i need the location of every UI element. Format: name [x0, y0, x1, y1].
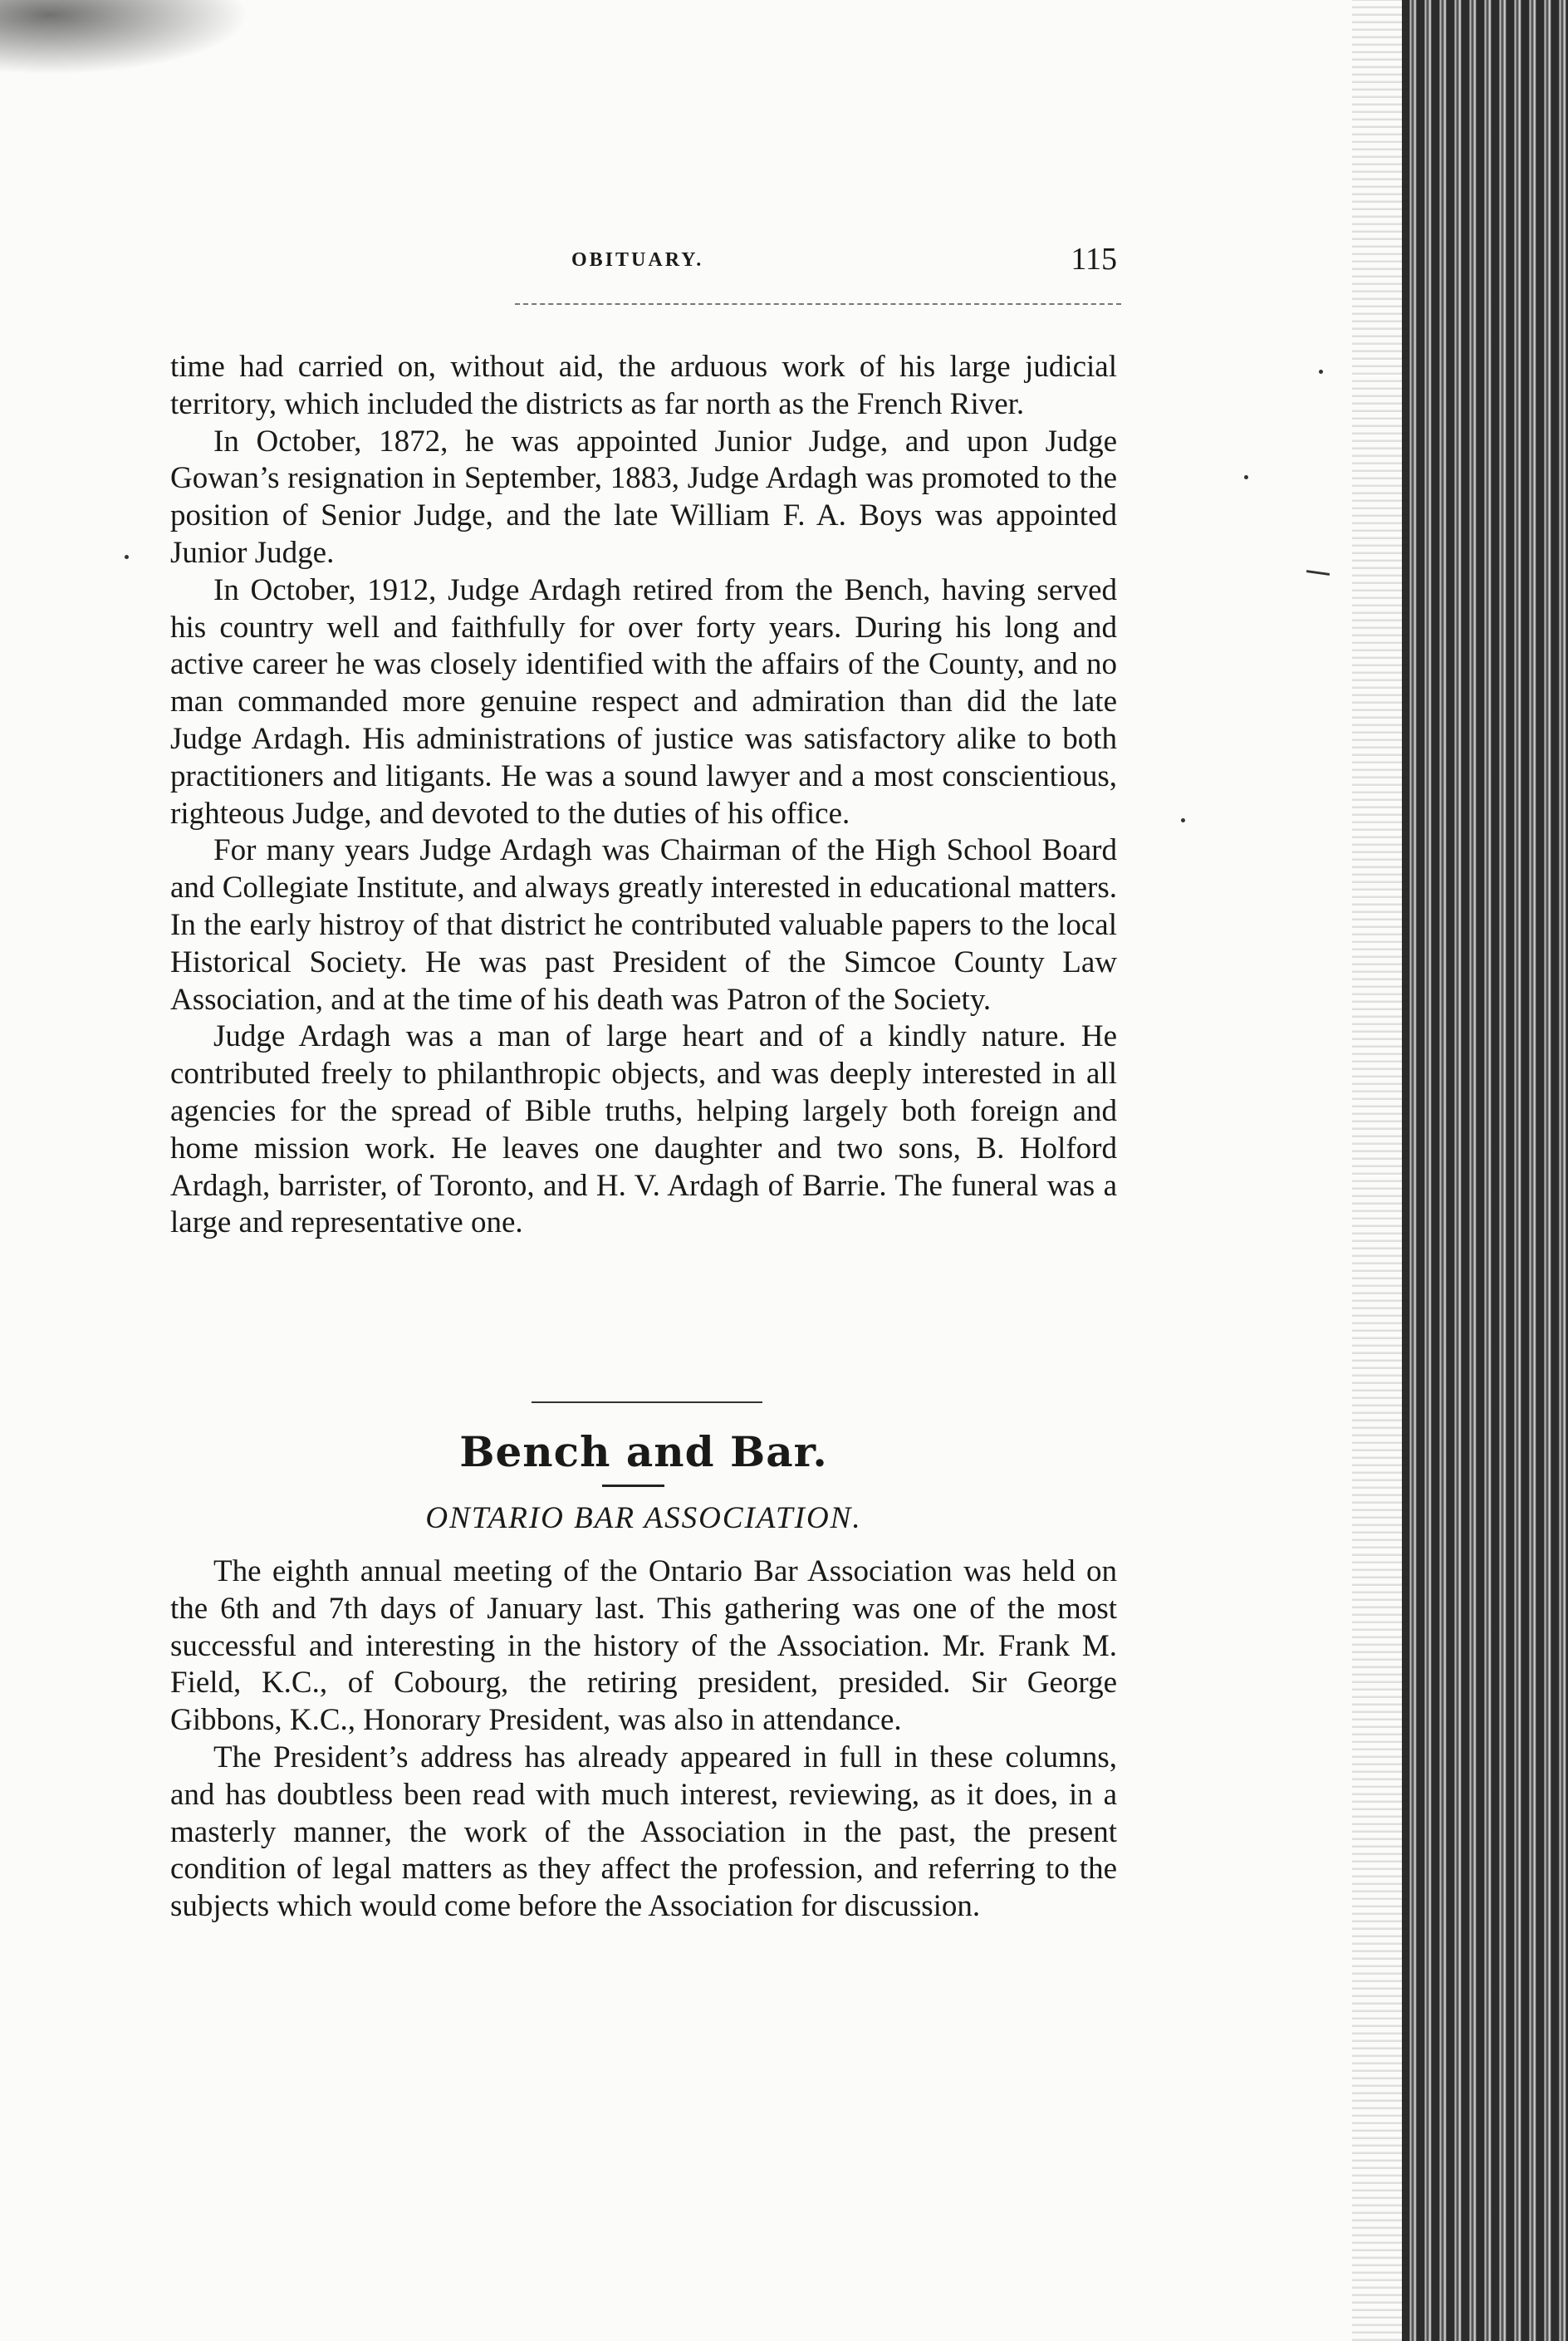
obituary-paragraph-5: Judge Ardagh was a man of large heart and of a kindly nature. He contributed freely to philanthropic objects, and was deeply interested in all agencies for the spread of Bible truths, helping largely both foreign and home mission work. He leaves one daughter and two sons, B. Holford Ardagh, barrister, of Toronto, and H. V. Ardagh of Barrie. The funeral was a large and representative one.: [170, 1019, 1117, 1240]
obituary-text: [170, 349, 1117, 1242]
scan-speck: [1244, 475, 1248, 479]
header-rule: [515, 303, 1121, 305]
scan-speck: [1181, 818, 1185, 822]
obituary-paragraph-1: time had carried on, without aid, the arduous work of his large judicial territory, which included the districts as far north as the French River.: [170, 350, 1117, 421]
running-title: OBITUARY.: [571, 249, 704, 271]
scan-speck: [1319, 370, 1323, 374]
scan-smudge: [0, 0, 249, 75]
scan-mark: [1306, 570, 1330, 576]
section-subheading: ONTARIO BAR ASSOCIATION.: [425, 1501, 862, 1535]
heading-rule: [602, 1485, 664, 1487]
section-divider: [532, 1401, 762, 1403]
association-paragraph-2: The President’s address has already appeared in full in these columns, and has doubtless been read with much interest, reviewing, as it does, in a masterly manner, the work of the Association in the past, the present condition of legal matters as they affect the profession, and referring to the subjects which would come before the Association for discussion.: [170, 1740, 1117, 1924]
association-text: [170, 1553, 1117, 1926]
book-binding-edge: [1402, 0, 1568, 2341]
running-head: [170, 241, 1117, 282]
scan-speck: [125, 555, 129, 559]
page-number: 115: [1071, 242, 1117, 277]
obituary-paragraph-3: In October, 1912, Judge Ardagh retired from the Bench, having served his country well and faithfully for over forty years. During his long and active career he was closely identified with the affairs of the County, and no man commanded more genuine respect and admiration than did the late Judge Ardagh. His administrations of justice was satisfactory alike to both practitioners and litigants. He was a sound lawyer and a most conscientious, righteous Judge, and devoted to the duties of his office.: [170, 572, 1117, 831]
obituary-paragraph-2: In October, 1872, he was appointed Junior Judge, and upon Judge Gowan’s resignation in September, 1883, Judge Ardagh was promoted to the position of Senior Judge, and the late William F. A. Boys was appointed Junior Judge.: [170, 424, 1117, 570]
section-heading: Bench and Bar.: [459, 1427, 828, 1476]
association-paragraph-1: The eighth annual meeting of the Ontario Bar Association was held on the 6th and 7th days of January last. This gathering was one of the most successful and interesting in the history of the Association. Mr. Frank M. Field, K.C., of Cobourg, the retiring president, presided. Sir George Gibbons, K.C., Honorary President, was also in attendance.: [170, 1554, 1117, 1738]
obituary-paragraph-4: For many years Judge Ardagh was Chairman of the High School Board and Collegiate Institute, and always greatly interested in educational matters. In the early histroy of that district he contributed valuable papers to the local Historical Society. He was past President of the Simcoe County Law Association, and at the time of his death was Patron of the Society.: [170, 833, 1117, 1017]
